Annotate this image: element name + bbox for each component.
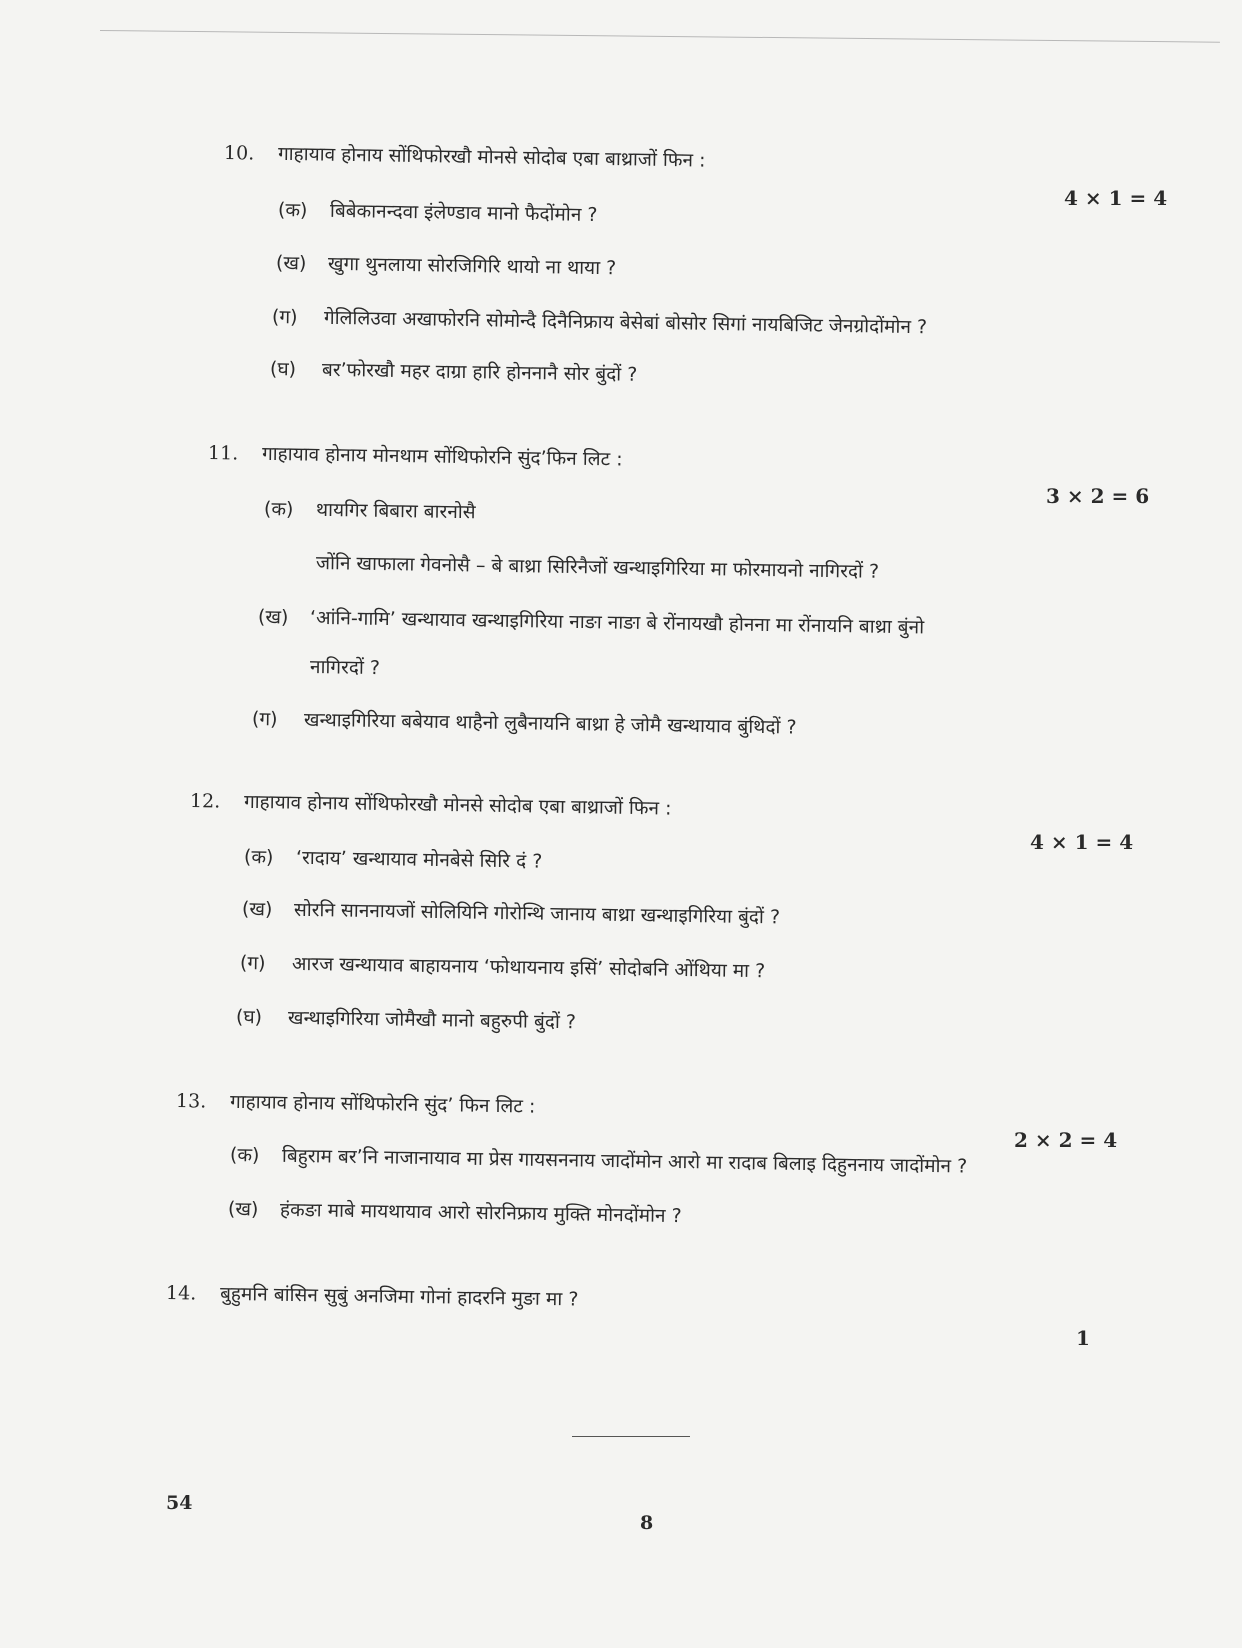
- part-text: हंकङा माबे मायथायाव आरो सोरनिफ्राय मुक्ति मोनदोंमोन ?: [279, 1198, 682, 1228]
- part-text: खन्थाइगिरिया जोमैखौ मानो बहुरुपी बुंदों ?: [287, 1006, 577, 1034]
- part-label: (ख): [227, 1198, 259, 1221]
- part-11-b: [258, 604, 924, 640]
- part-text: बिहुराम बर’नि नाजानायाव मा प्रेस गायसननाय जादोंमोन आरो मा रादाब बिलाइ दिहुननाय जादोंमोन ?: [281, 1144, 968, 1178]
- part-text: थायगिर बिबारा बारनोसै: [315, 498, 476, 524]
- question-text: गाहायाव होनाय सोंथिफोरखौ मोनसे सोदोब एबा बाथ्राजों फिन :: [277, 142, 706, 172]
- question-number: 12.: [189, 790, 221, 813]
- question-number: 14.: [165, 1282, 197, 1305]
- part-11-b-continuation: नागिरदों ?: [309, 656, 381, 680]
- part-text: बर’फोरखौ महर दाग्रा हारि होननानै सोर बुंदों ?: [321, 358, 638, 386]
- top-rule: [100, 30, 1220, 43]
- part-10-b: [276, 250, 617, 281]
- part-11-a: [264, 496, 476, 525]
- part-label: (क): [243, 846, 274, 869]
- part-13-b: [228, 1196, 682, 1229]
- question-number: 10.: [223, 142, 255, 165]
- page-number: 8: [640, 1512, 654, 1534]
- part-text: खन्थाइगिरिया बबेयाव थाहैनो लुबैनायनि बाथ्रा हे जोमै खन्थायाव बुंथिदों ?: [303, 708, 797, 739]
- marks-13: 2 × 2 = 4: [1014, 1128, 1118, 1152]
- question-14: [166, 1280, 579, 1312]
- part-label: (घ): [269, 358, 297, 381]
- part-label: (ख): [275, 252, 307, 275]
- question-11: [208, 440, 623, 473]
- end-divider: [572, 1436, 690, 1437]
- part-12-b: [242, 896, 780, 930]
- part-text: आरज खन्थायाव बाहायनाय ‘फोथायनाय इसिं’ सोदोबनि ओंथिया मा ?: [291, 952, 766, 983]
- part-text: ‘आंनि-गामि’ खन्थायाव खन्थाइगिरिया नाङा नाङा बे रोंनायखौ होनना मा रोंनायनि बाथ्रा बुंनो: [309, 606, 925, 639]
- part-text: सोरनि साननायजों सोलियिनि गोरोन्थि जानाय बाथ्रा खन्थाइगिरिया बुंदों ?: [293, 898, 781, 929]
- question-13: [176, 1088, 536, 1120]
- part-11-c: [252, 706, 797, 741]
- part-text: ‘रादाय’ खन्थायाव मोनबेसे सिरि दं ?: [295, 846, 543, 873]
- marks-10: 4 × 1 = 4: [1064, 186, 1168, 210]
- part-12-a: [244, 844, 543, 875]
- part-label: (ग): [251, 708, 278, 731]
- marks-12: 4 × 1 = 4: [1030, 830, 1134, 854]
- part-label: (क): [229, 1144, 260, 1167]
- marks-14: 1: [1076, 1326, 1090, 1350]
- part-label: (ख): [241, 898, 273, 921]
- part-label: (ग): [271, 306, 298, 329]
- part-13-a: [230, 1142, 968, 1180]
- part-label: (ग): [239, 952, 266, 975]
- question-number: 13.: [175, 1090, 207, 1113]
- question-text: गाहायाव होनाय मोनथाम सोंथिफोरनि सुंद’फिन लिट :: [261, 442, 623, 471]
- marks-11: 3 × 2 = 6: [1046, 484, 1150, 508]
- part-12-d: [236, 1004, 576, 1035]
- part-label: (ख): [257, 606, 289, 629]
- question-12: [190, 788, 672, 822]
- part-10-a: [278, 197, 598, 228]
- question-10: [224, 140, 706, 174]
- part-10-c: [272, 304, 927, 340]
- part-11-a-continuation: जोंनि खाफाला गेवनोसै – बे बाथ्रा सिरिनैजों खन्थाइगिरिया मा फोरमायनो नागिरदों ?: [315, 552, 880, 583]
- question-text: बुहुमनि बांसिन सुबुं अनजिमा गोनां हादरनि मुङा मा ?: [219, 1282, 579, 1311]
- part-label: (क): [277, 199, 308, 222]
- part-12-c: [240, 950, 766, 984]
- part-label: (घ): [235, 1006, 263, 1029]
- question-text: गाहायाव होनाय सोंथिफोरनि सुंद’ फिन लिट :: [229, 1090, 536, 1118]
- question-number: 11.: [207, 442, 239, 465]
- part-label: (क): [263, 498, 294, 521]
- paper-code: 54: [166, 1492, 193, 1514]
- part-text: गेलिलिउवा अखाफोरनि सोमोन्दै दिनैनिफ्राय बेसेबां बोसोर सिगां नायबिजिट जेनग्रोदोंमोन ?: [323, 306, 928, 339]
- part-text: खुगा थुनलाया सोरजिगिरि थायो ना थाया ?: [327, 252, 617, 280]
- part-10-d: [270, 356, 638, 388]
- part-text: बिबेकानन्दवा इंलेण्डाव मानो फैदोंमोन ?: [329, 199, 598, 227]
- question-text: गाहायाव होनाय सोंथिफोरखौ मोनसे सोदोब एबा बाथ्राजों फिन :: [243, 790, 672, 820]
